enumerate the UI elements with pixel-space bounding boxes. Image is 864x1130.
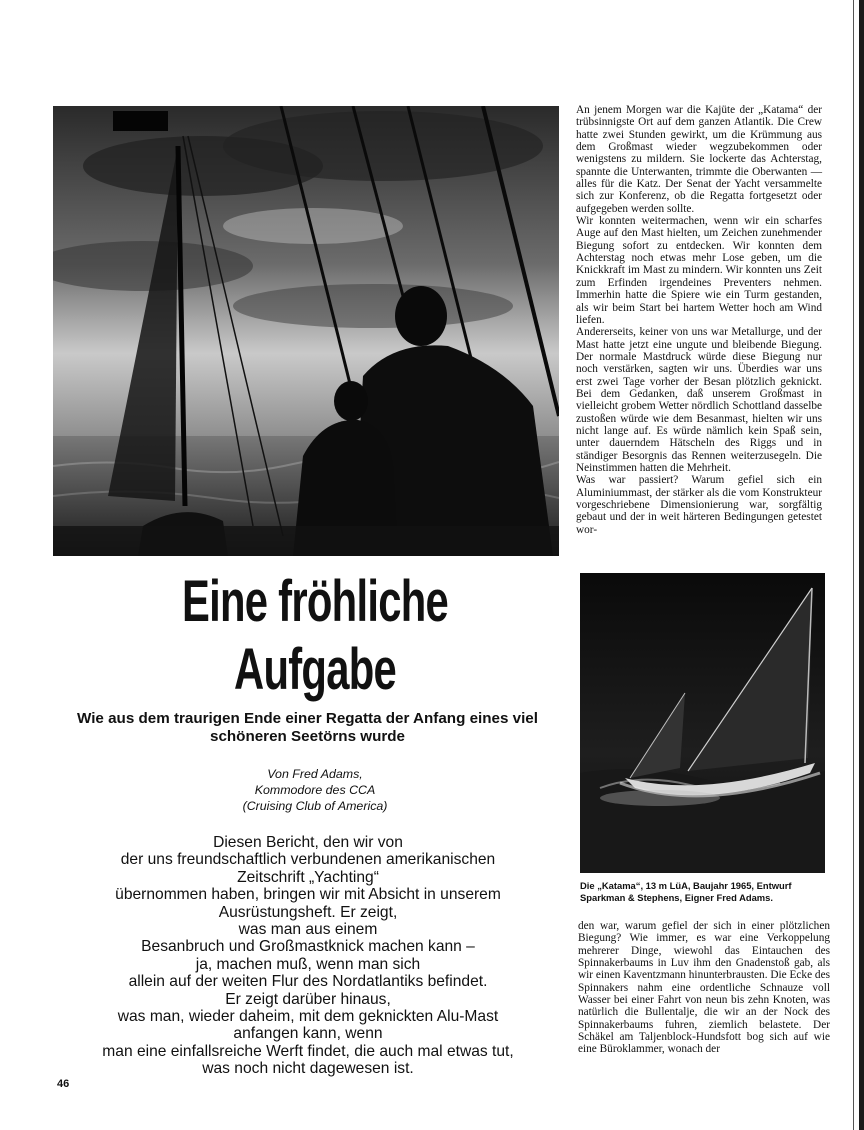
intro-line: was noch nicht dagewesen ist. bbox=[202, 1060, 414, 1078]
column-top-paragraph-2: Wir konnten weitermachen, wenn wir ein scharfes Auge auf den Mast hielten, um Zeichen zunehmender Biegung sofort zu entdecken. Wir konnten dem Achterstag noch etwas mehr Lose geben, um die Knickkraft im Mast zu mindern. Wir konnten uns Zeit zum Erfinden irgendeines Preventers nehmen. Immerhin hatte die Spiere wie ein Turm gestanden, als wir beim Start bei hartem Wetter hoch am Wind liefen. bbox=[576, 215, 822, 326]
byline-club: (Cruising Club of America) bbox=[242, 799, 388, 813]
side-photo-katama-yacht bbox=[580, 573, 825, 873]
intro-paragraph bbox=[58, 834, 558, 1078]
intro-line: allein auf der weiten Flur des Nordatlantiks befindet. bbox=[128, 973, 488, 991]
intro-line: Zeitschrift „Yachting“ bbox=[237, 868, 379, 886]
column-top-paragraph-3: Andererseits, keiner von uns war Metallurge, und der Mast hatte jetzt eine ungute und bleibende Biegung. Der normale Mastdruck würde diese Biegung nur noch verstärken, sagten wir uns. Überdies war uns erst zwei Tage vorher der Besan plötzlich geknickt. Bei dem Gedanken, daß unserem Großmast in vielleicht grobem Wetter nördlich Schottland dasselbe zustoßen würde wie dem Besanmast, hielten wir uns nicht lange auf. Es würde nämlich kein Spaß sein, unter dauerndem Hätscheln des Riggs und in ständiger Besorgnis das Rennen weiterzusegeln. Die Neinstimmen hatten die Mehrheit. bbox=[576, 326, 822, 474]
page-edge-shadow bbox=[859, 0, 864, 1130]
byline-role: Kommodore des CCA bbox=[254, 783, 376, 797]
headline-line-2: Aufgabe bbox=[234, 637, 396, 702]
intro-line: was man aus einem bbox=[238, 921, 378, 939]
intro-line: der uns freundschaftlich verbundenen amerikanischen bbox=[120, 851, 496, 869]
intro-line: ja, machen muß, wenn man sich bbox=[195, 955, 421, 973]
intro-line: was man, wieder daheim, mit dem geknickten Alu-Mast bbox=[117, 1008, 499, 1026]
page-edge-line bbox=[853, 0, 854, 1130]
main-photo-sailing-crew bbox=[53, 106, 559, 556]
photo-caption: Die „Katama“, 13 m LüA, Baujahr 1965, Entwurf Sparkman & Stephens, Eigner Fred Adams. bbox=[580, 880, 792, 903]
column-top-paragraph-1: An jenem Morgen war die Kajüte der „Katama“ der trübsinnigste Ort auf dem ganzen Atlantik. Die Crew hatte zwei Stunden gewirkt, um die Krümmung aus dem Großmast wieder wegzubekommen oder wenigstens zu mildern. Sie lockerte das Achterstag, spannte die Unterwanten, trimmte die Oberwanten — alles für die Katz. Der Senat der Yacht versammelte sich zur Konferenz, ob die Regatta fortgesetzt oder aufgegeben werden sollte. bbox=[576, 104, 822, 215]
column-top-paragraph-4: Was war passiert? Warum gefiel sich ein Aluminiummast, der stärker als die vom Konstrukteur vorgeschriebene Dimensionierung war, sorgfältig gebaut und der in weit härteren Bedingungen getestet wor- bbox=[576, 474, 822, 536]
intro-line: man eine einfallsreiche Werft findet, die auch mal etwas tut, bbox=[102, 1042, 514, 1060]
byline-author: Von Fred Adams, bbox=[267, 767, 363, 781]
article-column-bottom bbox=[578, 920, 830, 1056]
intro-line: übernommen haben, bringen wir mit Absicht in unserem bbox=[115, 886, 501, 904]
intro-line: Diesen Bericht, den wir von bbox=[213, 834, 403, 851]
subtitle-line-1: Wie aus dem traurigen Ende einer Regatta der Anfang eines viel bbox=[77, 710, 538, 727]
page-number: 46 bbox=[57, 1078, 70, 1090]
intro-line: anfangen kann, wenn bbox=[233, 1025, 383, 1043]
article-column-top bbox=[576, 104, 822, 536]
subtitle bbox=[55, 710, 560, 746]
headline-line-1: Eine fröhliche bbox=[181, 569, 449, 634]
intro-line: Besanbruch und Großmastknick machen kann – bbox=[141, 938, 475, 956]
intro-line: Ausrüstungsheft. Er zeigt, bbox=[218, 903, 398, 921]
column-bottom-paragraph: den war, warum gefiel der sich in einer plötzlichen Biegung? Wie immer, es war eine Verkoppelung mehrerer Dinge, wiewohl das Eintauchen des Spinnakerbaums in Luv ihm den Gnadenstoß gab, als wir einen Kaventzmann hinunterbrausten. Die Ecke des Spinnakers nahm eine ordentliche Schnauze voll Wasser bei einer Fahrt von neun bis zehn Knoten, was natürlich die Bullentalje, die wir an der Nock des Spinnakerbaums fuhren, ziemlich belastete. Der Schäkel am Taljenblock-Hundsfott bog sich auf wie eine Büroklammer, wonach der bbox=[578, 920, 830, 1056]
subtitle-line-2: schöneren Seetörns wurde bbox=[210, 728, 405, 745]
intro-line: Er zeigt darüber hinaus, bbox=[225, 990, 391, 1008]
